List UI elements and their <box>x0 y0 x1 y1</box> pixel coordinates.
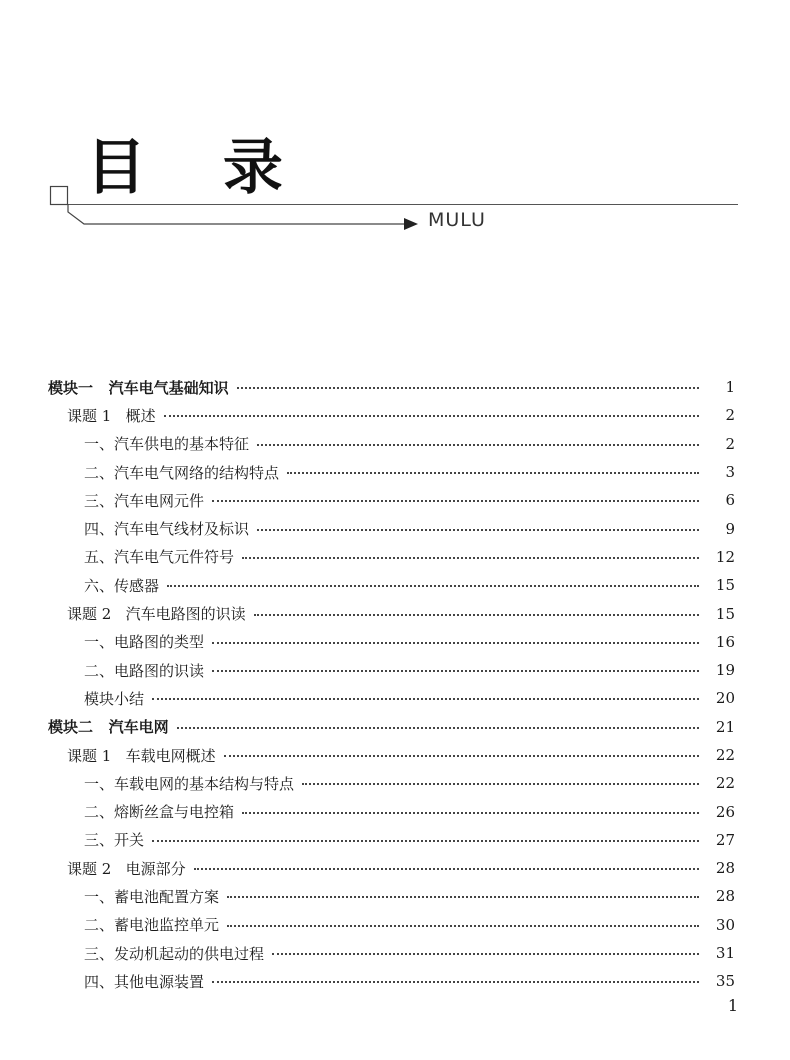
table-of-contents <box>0 373 790 996</box>
toc-entry-label: 六、传感器 <box>84 576 160 595</box>
toc-dot-leader <box>257 529 699 531</box>
toc-topic-entry[interactable] <box>0 741 790 769</box>
toc-topic-entry[interactable] <box>0 854 790 882</box>
page-subtitle: MULU <box>428 209 486 231</box>
toc-dot-leader <box>164 415 699 417</box>
toc-entry-label: 模块小结 <box>84 689 145 708</box>
toc-entry-label: 模块一 汽车电气基础知识 <box>48 378 229 397</box>
toc-entry-label: 模块二 汽车电网 <box>48 718 169 737</box>
toc-entry-label: 课题 2 汽车电路图的识读 <box>67 605 246 624</box>
toc-section-entry[interactable] <box>0 430 790 458</box>
toc-dot-leader <box>242 557 699 559</box>
toc-entry-label: 五、汽车电气元件符号 <box>84 548 235 567</box>
toc-entry-label: 二、蓄电池监控单元 <box>84 916 220 935</box>
toc-dot-leader <box>152 698 699 700</box>
toc-entry-label: 课题 1 车载电网概述 <box>67 746 216 765</box>
toc-dot-leader <box>212 500 699 502</box>
toc-section-entry[interactable] <box>0 543 790 571</box>
toc-section-entry[interactable] <box>0 628 790 656</box>
toc-dot-leader <box>224 755 699 757</box>
bracket-line <box>68 204 404 224</box>
toc-entry-label: 一、蓄电池配置方案 <box>84 887 220 906</box>
toc-entry-label: 二、汽车电气网络的结构特点 <box>84 463 280 482</box>
toc-dot-leader <box>242 812 699 814</box>
toc-entry-page: 21 <box>715 717 735 736</box>
toc-module-entry[interactable] <box>0 713 790 741</box>
toc-dot-leader <box>237 387 699 389</box>
toc-entry-page: 22 <box>715 746 735 764</box>
toc-module-entry[interactable] <box>0 373 790 401</box>
toc-entry-label: 二、熔断丝盒与电控箱 <box>84 803 235 822</box>
toc-entry-page: 3 <box>725 463 735 482</box>
toc-section-entry[interactable] <box>0 939 790 967</box>
toc-section-entry[interactable] <box>0 684 790 712</box>
toc-entry-label: 一、车载电网的基本结构与特点 <box>84 774 295 793</box>
toc-entry-page: 30 <box>715 915 735 934</box>
toc-section-entry[interactable] <box>0 571 790 599</box>
toc-dot-leader <box>212 642 699 644</box>
corner-square <box>51 187 68 205</box>
toc-dot-leader <box>167 585 699 587</box>
toc-dot-leader <box>254 614 699 616</box>
toc-section-entry[interactable] <box>0 514 790 542</box>
toc-entry-page: 6 <box>725 491 735 510</box>
toc-entry-page: 19 <box>715 661 735 680</box>
toc-entry-page: 1 <box>725 378 735 397</box>
toc-entry-page: 28 <box>715 859 735 878</box>
toc-entry-page: 2 <box>725 434 735 453</box>
toc-dot-leader <box>177 727 699 729</box>
toc-dot-leader <box>194 868 699 870</box>
toc-section-entry[interactable] <box>0 797 790 825</box>
toc-entry-page: 16 <box>715 632 735 651</box>
toc-dot-leader <box>257 444 699 446</box>
toc-entry-page: 28 <box>715 887 735 906</box>
toc-section-entry[interactable] <box>0 826 790 854</box>
toc-entry-label: 一、电路图的类型 <box>84 633 205 652</box>
toc-section-entry[interactable] <box>0 882 790 910</box>
page-title: 目 录 <box>86 133 311 203</box>
toc-section-entry[interactable] <box>0 486 790 514</box>
toc-entry-page: 2 <box>725 406 735 425</box>
toc-dot-leader <box>212 981 699 983</box>
toc-dot-leader <box>227 925 699 927</box>
toc-topic-entry[interactable] <box>0 599 790 627</box>
page-number: 1 <box>727 996 738 1015</box>
toc-entry-page: 9 <box>725 519 735 538</box>
toc-entry-page: 20 <box>715 689 735 708</box>
toc-section-entry[interactable] <box>0 458 790 486</box>
toc-section-entry[interactable] <box>0 769 790 797</box>
toc-entry-label: 三、发动机起动的供电过程 <box>84 944 265 963</box>
arrow-icon <box>404 218 418 230</box>
toc-entry-label: 四、汽车电气线材及标识 <box>84 520 250 539</box>
toc-section-entry[interactable] <box>0 967 790 995</box>
toc-dot-leader <box>272 953 699 955</box>
toc-dot-leader <box>212 670 699 672</box>
toc-topic-entry[interactable] <box>0 401 790 429</box>
toc-entry-label: 课题 2 电源部分 <box>67 859 186 878</box>
toc-entry-page: 22 <box>715 774 735 793</box>
toc-entry-page: 12 <box>715 547 735 566</box>
toc-section-entry[interactable] <box>0 911 790 939</box>
toc-entry-label: 二、电路图的识读 <box>84 661 205 680</box>
toc-entry-label: 四、其他电源装置 <box>84 972 205 991</box>
toc-section-entry[interactable] <box>0 656 790 684</box>
toc-entry-label: 一、汽车供电的基本特征 <box>84 435 250 454</box>
toc-entry-page: 15 <box>715 576 735 595</box>
toc-dot-leader <box>152 840 699 842</box>
toc-dot-leader <box>287 472 699 474</box>
header-decoration <box>0 0 790 260</box>
toc-entry-page: 26 <box>715 802 735 821</box>
toc-entry-page: 35 <box>715 972 735 991</box>
toc-entry-label: 三、开关 <box>84 831 145 850</box>
toc-dot-leader <box>227 896 699 898</box>
toc-entry-page: 15 <box>715 604 735 623</box>
toc-entry-page: 27 <box>715 830 735 849</box>
toc-entry-page: 31 <box>715 944 735 963</box>
toc-entry-label: 课题 1 概述 <box>67 406 156 425</box>
toc-dot-leader <box>302 783 699 785</box>
toc-entry-label: 三、汽车电网元件 <box>84 491 205 510</box>
